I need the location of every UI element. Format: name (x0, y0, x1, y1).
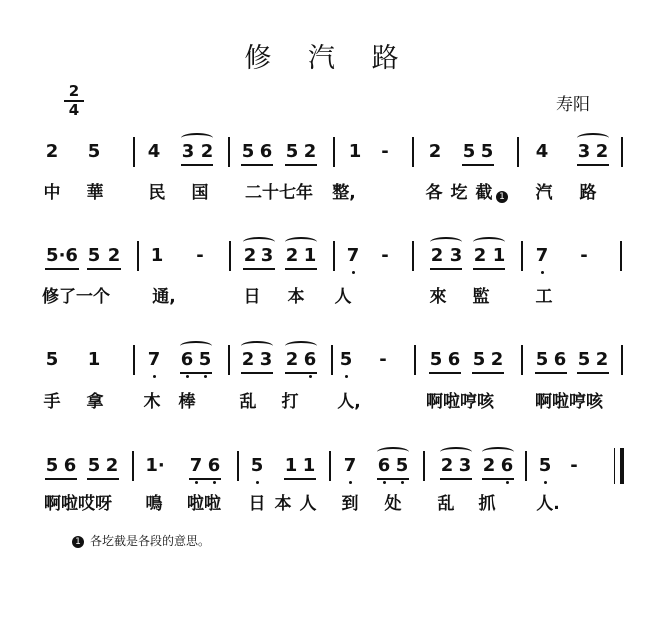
note: 1 (492, 245, 506, 266)
note: 7 (346, 245, 360, 266)
lyric: 到 (341, 494, 359, 514)
lyric: 人. (536, 494, 560, 514)
note: 2 (428, 141, 442, 162)
low-octave-dot (153, 375, 156, 378)
bar-line (620, 241, 622, 271)
note: 1 (284, 455, 298, 476)
beam-underline (577, 372, 609, 374)
note: 2 (303, 141, 317, 162)
beam-underline (577, 164, 609, 166)
bar-line (228, 137, 230, 167)
bar-line (133, 137, 135, 167)
bar-line (331, 345, 333, 375)
note: 5 (241, 141, 255, 162)
note: 5 (285, 141, 299, 162)
note: 2 (430, 245, 444, 266)
note: 3 (449, 245, 463, 266)
note: 2 (473, 245, 487, 266)
note: 1 (150, 245, 164, 266)
time-signature (62, 84, 86, 118)
time-signature-bottom: 4 (68, 101, 80, 119)
lyric: 來 (429, 287, 447, 307)
lyric: 路 (579, 183, 597, 203)
lyric: 人 (334, 287, 352, 307)
time-signature-top: 2 (68, 82, 80, 100)
note: 6 (180, 349, 194, 370)
low-octave-dot (506, 481, 509, 484)
slur (241, 341, 273, 351)
bar-line (329, 451, 331, 481)
note: 1 (302, 455, 316, 476)
beam-underline (462, 164, 494, 166)
low-octave-dot (186, 375, 189, 378)
slur (577, 133, 609, 143)
bar-line (237, 451, 239, 481)
lyric: 啊啦哼咳 (535, 392, 603, 412)
low-octave-dot (309, 375, 312, 378)
bar-line (412, 241, 414, 271)
note: 2 (200, 141, 214, 162)
note: - (580, 245, 588, 266)
bar-line (521, 241, 523, 271)
note: 6 (259, 141, 273, 162)
lyric: 打 (281, 392, 299, 412)
note: 5 (472, 349, 486, 370)
bar-line (414, 345, 416, 375)
bar-line (521, 345, 523, 375)
lyric: 鳴 (145, 494, 163, 514)
slur (377, 447, 409, 457)
note: 5 (339, 349, 353, 370)
slur (285, 341, 317, 351)
beam-underline (430, 268, 462, 270)
footnote-text: 各圪截是各段的意思。 (90, 534, 211, 548)
lyric: 啊啦哼咳 (426, 392, 494, 412)
bar-line (137, 241, 139, 271)
note: - (381, 245, 389, 266)
lyric: 修了一个 (42, 287, 110, 307)
note: 5·6 (46, 245, 78, 266)
lyric: 各 (425, 183, 443, 203)
song-title: 修 汽 路 (244, 43, 413, 74)
bar-line (133, 345, 135, 375)
lyric: 日 (243, 287, 261, 307)
lyric: 二十七年 (245, 183, 313, 203)
beam-underline (472, 372, 504, 374)
slur (482, 447, 514, 457)
beam-underline (440, 478, 472, 480)
note: 2 (285, 245, 299, 266)
beam-underline (181, 164, 213, 166)
note: 2 (440, 455, 454, 476)
note: 6 (377, 455, 391, 476)
beam-underline (285, 268, 317, 270)
note: 2 (595, 349, 609, 370)
note: - (381, 141, 389, 162)
lyric: 乱 (239, 392, 257, 412)
beam-underline (45, 478, 77, 480)
note: 5 (535, 349, 549, 370)
note: 6 (303, 349, 317, 370)
beam-underline (429, 372, 461, 374)
note: 1 (348, 141, 362, 162)
note: 6 (553, 349, 567, 370)
bar-line (228, 345, 230, 375)
note: - (570, 455, 578, 476)
note: 3 (458, 455, 472, 476)
beam-underline (285, 164, 317, 166)
note: 6 (500, 455, 514, 476)
note: 7 (147, 349, 161, 370)
bar-line (333, 137, 335, 167)
bar-line (333, 241, 335, 271)
footnote-mark: 1 (72, 536, 84, 548)
lyric: 圪 (450, 183, 468, 203)
footnote-marker (496, 186, 514, 205)
beam-underline (241, 372, 273, 374)
note: 2 (490, 349, 504, 370)
lyric: 人 (299, 494, 317, 514)
beam-underline (473, 268, 505, 270)
lyric: 民 (148, 183, 166, 203)
final-bar-thin (614, 448, 615, 484)
final-bar-thick (620, 448, 624, 484)
note: 1· (145, 455, 165, 476)
beam-underline (87, 268, 121, 270)
note: 5 (462, 141, 476, 162)
note: 2 (105, 455, 119, 476)
bar-line (412, 137, 414, 167)
lyric: 汽 (535, 183, 553, 203)
low-octave-dot (541, 271, 544, 274)
beam-underline (482, 478, 514, 480)
beam-underline (535, 372, 567, 374)
low-octave-dot (401, 481, 404, 484)
low-octave-dot (204, 375, 207, 378)
note: - (196, 245, 204, 266)
bar-line (229, 241, 231, 271)
bar-line (621, 345, 623, 375)
note: - (379, 349, 387, 370)
low-octave-dot (349, 481, 352, 484)
bar-line (621, 137, 623, 167)
beam-underline (45, 268, 79, 270)
low-octave-dot (213, 481, 216, 484)
note: 1 (303, 245, 317, 266)
lyric: 抓 (478, 494, 496, 514)
note: 5 (250, 455, 264, 476)
lyric: 本 (287, 287, 305, 307)
low-octave-dot (352, 271, 355, 274)
note: 3 (577, 141, 591, 162)
note: 7 (189, 455, 203, 476)
lyric: 通, (152, 287, 176, 307)
note: 4 (535, 141, 549, 162)
bar-line (132, 451, 134, 481)
slur (440, 447, 472, 457)
low-octave-dot (544, 481, 547, 484)
lyric: 整, (332, 183, 356, 203)
note: 7 (343, 455, 357, 476)
note: 5 (577, 349, 591, 370)
slur (243, 237, 275, 247)
lyric: 工 (535, 287, 553, 307)
note: 2 (45, 141, 59, 162)
bar-line (517, 137, 519, 167)
note: 2 (285, 349, 299, 370)
lyric: 啊啦哎呀 (44, 494, 112, 514)
beam-underline (377, 478, 409, 480)
slur (180, 341, 212, 351)
note: 5 (395, 455, 409, 476)
note: 3 (259, 349, 273, 370)
lyric: 啦啦 (187, 494, 221, 514)
footnote-marker-glyph: 1 (496, 191, 508, 203)
beam-underline (87, 478, 119, 480)
note: 5 (480, 141, 494, 162)
lyric: 人, (337, 392, 361, 412)
lyric: 国 (191, 183, 209, 203)
note: 5 (429, 349, 443, 370)
slur (285, 237, 317, 247)
region-label: 寿阳 (556, 95, 590, 115)
lyric: 華 (86, 183, 104, 203)
note: 6 (447, 349, 461, 370)
beam-underline (243, 268, 275, 270)
lyric: 日 (248, 494, 266, 514)
note: 7 (535, 245, 549, 266)
note: 1 (87, 349, 101, 370)
note: 3 (260, 245, 274, 266)
lyric: 乱 (437, 494, 455, 514)
beam-underline (241, 164, 273, 166)
lyric: 木 (143, 392, 161, 412)
slur (181, 133, 213, 143)
note: 5 (87, 245, 101, 266)
beam-underline (189, 478, 221, 480)
note: 5 (198, 349, 212, 370)
lyric: 監 (472, 287, 490, 307)
note: 2 (595, 141, 609, 162)
note: 5 (87, 141, 101, 162)
low-octave-dot (383, 481, 386, 484)
note: 5 (45, 349, 59, 370)
note: 5 (538, 455, 552, 476)
lyric: 处 (384, 494, 402, 514)
note: 2 (241, 349, 255, 370)
low-octave-dot (256, 481, 259, 484)
beam-underline (180, 372, 212, 374)
note: 3 (181, 141, 195, 162)
bar-line (423, 451, 425, 481)
note: 6 (207, 455, 221, 476)
low-octave-dot (345, 375, 348, 378)
note: 5 (87, 455, 101, 476)
lyric: 中 (43, 183, 61, 203)
note: 2 (243, 245, 257, 266)
footnote (72, 532, 210, 549)
note: 2 (482, 455, 496, 476)
note: 2 (107, 245, 121, 266)
lyric: 本 (274, 494, 292, 514)
note: 4 (147, 141, 161, 162)
beam-underline (285, 372, 317, 374)
low-octave-dot (195, 481, 198, 484)
slur (473, 237, 505, 247)
lyric: 拿 (86, 392, 104, 412)
lyric: 手 (43, 392, 61, 412)
lyric: 棒 (178, 392, 196, 412)
note: 6 (63, 455, 77, 476)
bar-line (525, 451, 527, 481)
slur (430, 237, 462, 247)
beam-underline (284, 478, 316, 480)
lyric: 截 (475, 183, 493, 203)
note: 5 (45, 455, 59, 476)
